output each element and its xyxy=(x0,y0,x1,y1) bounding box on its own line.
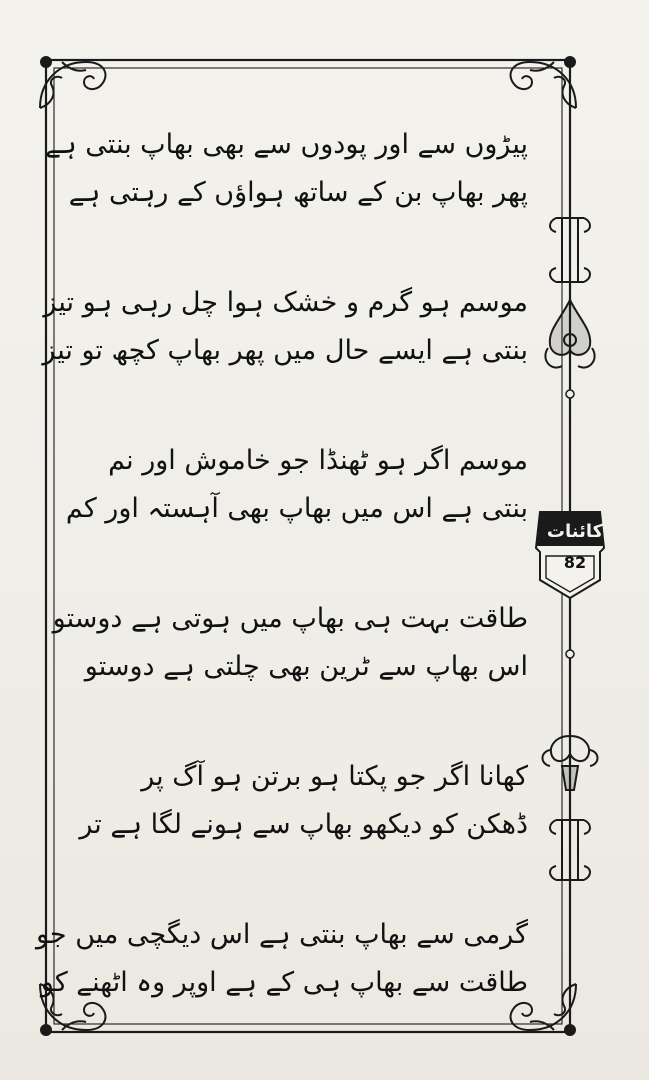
verse-line: پھر بھاپ بن کے ساتھ ہواؤں کے رہتی ہے xyxy=(68,177,528,208)
emblem-title: کائنات xyxy=(546,521,604,542)
verse-line: بنتی ہے ایسے حال میں پھر بھاپ کچھ تو تیز xyxy=(42,335,528,366)
verse-line: موسم ہو گرم و خشک ہوا چل رہی ہو تیز xyxy=(43,287,528,318)
page-number: 82 xyxy=(563,553,587,572)
verse-line: طاقت بہت ہی بھاپ میں ہوتی ہے دوستو xyxy=(52,603,528,634)
verse-line: طاقت سے بھاپ ہی کے ہے اوپر وہ اٹھنے کو xyxy=(40,967,528,998)
verse-line: گرمی سے بھاپ بنتی ہے اس دیگچی میں جو xyxy=(35,919,528,950)
margin-bead xyxy=(566,390,574,398)
verse-line: کھانا اگر جو پکتا ہو برتن ہو آگ پر xyxy=(141,761,528,792)
poem-body xyxy=(35,115,540,1015)
verse-line: ڈھکن کو دیکھو بھاپ سے ہونے لگا ہے تر xyxy=(79,809,528,840)
verse-line: بنتی ہے اس میں بھاپ بھی آہستہ اور کم xyxy=(65,493,528,524)
corner-ornament-top-right xyxy=(511,57,576,108)
verse-line: موسم اگر ہو ٹھنڈا جو خاموش اور نم xyxy=(108,445,528,476)
verse-line: پیڑوں سے اور پودوں سے بھی بھاپ بنتی ہے xyxy=(45,129,528,160)
corner-ornament-top-left xyxy=(40,57,105,108)
verse-line: اس بھاپ سے ٹرین بھی چلتی ہے دوستو xyxy=(84,651,528,682)
margin-bead xyxy=(566,650,574,658)
margin-ornament-floral xyxy=(545,300,594,375)
